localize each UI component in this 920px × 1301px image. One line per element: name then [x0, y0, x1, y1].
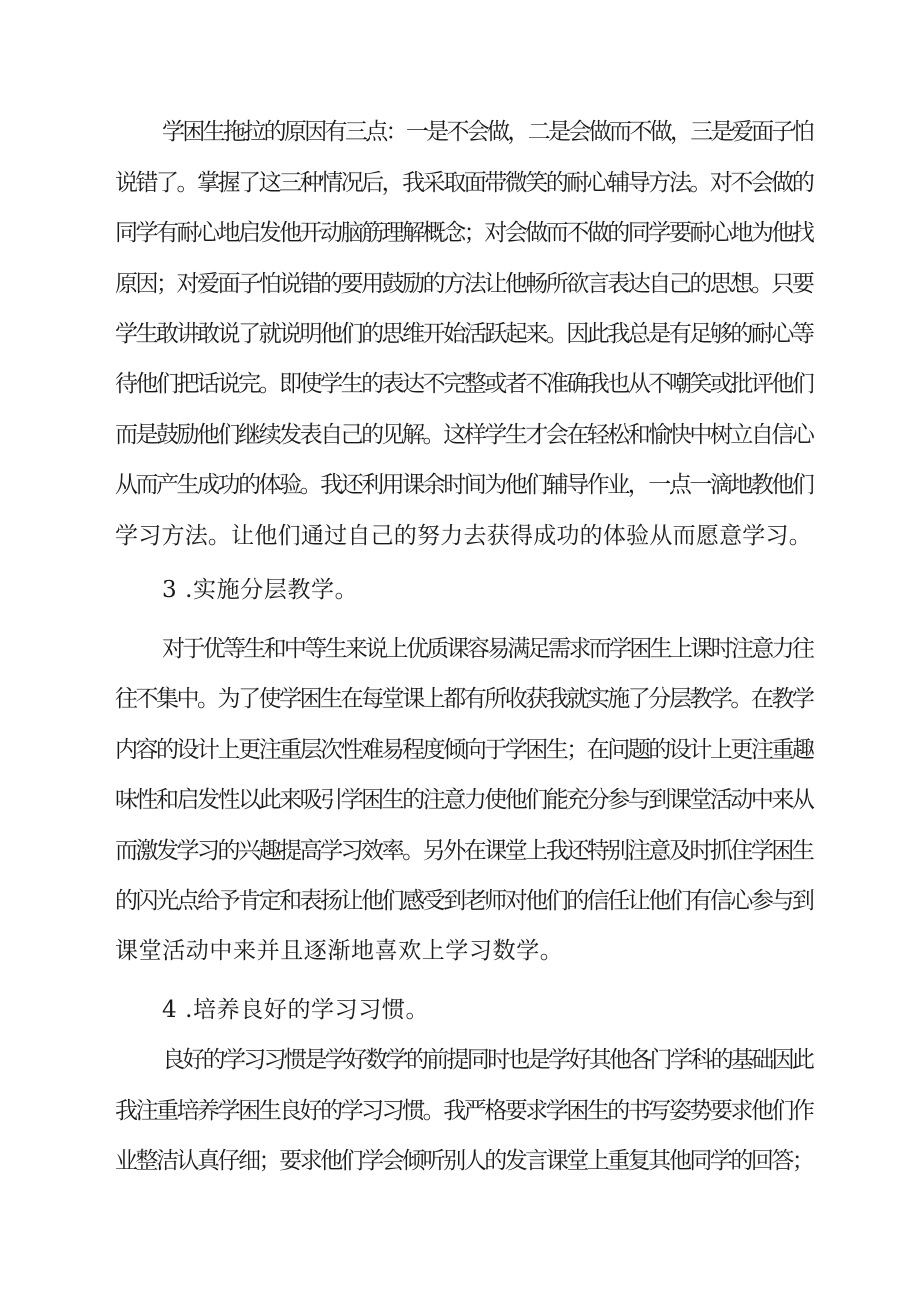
paragraph-line: 而是鼓励他们继续发表自己的见解。这样学生才会在轻松和愉快中树立自信心: [115, 422, 813, 448]
paragraph-line: 业整洁认真仔细；要求他们学会倾听别人的发言课堂上重复其他同学的回答；: [115, 1148, 813, 1174]
paragraph-line: 内容的设计上更注重层次性难易程度倾向于学困生；在问题的设计上更注重趣: [115, 737, 813, 763]
paragraph-line: 学习方法。让他们通过自己的努力去获得成功的体验从而愿意学习。: [115, 523, 812, 549]
section-heading: 4 .培养良好的学习习惯。: [162, 997, 430, 1023]
paragraph-line: 学生敢讲敢说了就说明他们的思维开始活跃起来。因此我总是有足够的耐心等: [115, 321, 813, 347]
section-heading: 3 .实施分层教学。: [162, 577, 359, 603]
paragraph-line: 的闪光点给予肯定和表扬让他们感受到老师对他们的信任让他们有信心参与到: [115, 888, 813, 914]
paragraph-line: 从而产生成功的体验。我还利用课余时间为他们辅导作业，一点一滴地教他们: [115, 472, 813, 498]
paragraph-line: 往不集中。为了使学困生在每堂课上都有所收获我就实施了分层教学。在教学: [115, 686, 813, 712]
paragraph-line: 说错了。掌握了这三种情况后，我采取面带微笑的耐心辅导方法。对不会做的: [115, 170, 813, 196]
paragraph-line: 同学有耐心地启发他开动脑筋理解概念；对会做而不做的同学要耐心地为他找: [115, 220, 813, 246]
paragraph-line: 而激发学习的兴趣提高学习效率。另外在课堂上我还特别注意及时抓住学困生: [115, 838, 813, 864]
paragraph-line: 良好的学习习惯是学好数学的前提同时也是学好其他各门学科的基础因此: [162, 1047, 813, 1073]
paragraph-line: 原因；对爱面子怕说错的要用鼓励的方法让他畅所欲言表达自己的思想。只要: [115, 271, 813, 297]
paragraph-line: 待他们把话说完。即使学生的表达不完整或者不准确我也从不嘲笑或批评他们: [115, 371, 813, 397]
paragraph-line: 我注重培养学困生良好的学习习惯。我严格要求学困生的书写姿势要求他们作: [115, 1098, 813, 1124]
paragraph-line: 味性和启发性以此来吸引学困生的注意力使他们能充分参与到课堂活动中来从: [115, 787, 813, 813]
paragraph-line: 课堂活动中来并且逐渐地喜欢上学习数学。: [115, 938, 564, 964]
paragraph-line: 学困生拖拉的原因有三点：一是不会做，二是会做而不做，三是爱面子怕: [162, 119, 813, 145]
paragraph-line: 对于优等生和中等生来说上优质课容易满足需求而学困生上课时注意力往: [162, 636, 813, 662]
